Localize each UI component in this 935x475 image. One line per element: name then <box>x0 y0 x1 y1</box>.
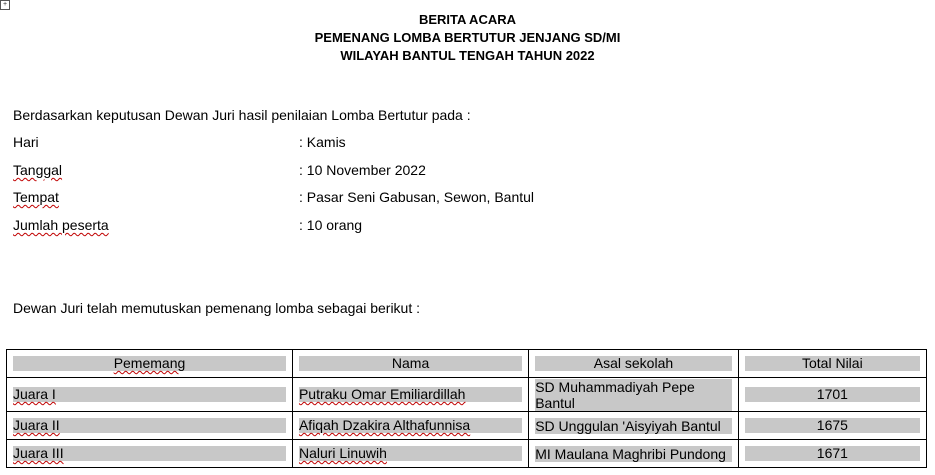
decision-paragraph: Dewan Juri telah memutuskan pemenang lomba sebagai berikut : <box>13 300 421 316</box>
cell-name[interactable]: Naluri Linuwih <box>292 440 528 468</box>
header-school[interactable]: Asal sekolah <box>529 350 739 378</box>
detail-value-date: : 10 November 2022 <box>299 162 426 178</box>
cell-score[interactable]: 1675 <box>738 412 926 440</box>
detail-label-day: Hari <box>13 134 39 150</box>
cell-rank[interactable]: Juara I <box>7 378 293 412</box>
cell-rank[interactable]: Juara II <box>7 412 293 440</box>
header-rank[interactable]: Pememang <box>7 350 293 378</box>
cell-name[interactable]: Putraku Omar Emiliardillah <box>292 378 528 412</box>
detail-label-place: Tempat <box>13 189 59 205</box>
winners-table <box>6 349 927 468</box>
table-move-handle-icon[interactable]: + <box>0 0 10 10</box>
title-line-1: BERITA ACARA <box>418 12 516 27</box>
title-line-2: PEMENANG LOMBA BERTUTUR JENJANG SD/MI <box>314 30 621 45</box>
cell-score[interactable]: 1701 <box>738 378 926 412</box>
header-score[interactable]: Total Nilai <box>738 350 926 378</box>
title-line-3: WILAYAH BANTUL TENGAH TAHUN 2022 <box>340 48 595 63</box>
intro-paragraph: Berdasarkan keputusan Dewan Juri hasil penilaian Lomba Bertutur pada : <box>13 107 471 123</box>
cell-school[interactable]: SD Unggulan 'Aisyiyah Bantul <box>529 412 739 440</box>
cell-rank[interactable]: Juara III <box>7 440 293 468</box>
detail-label-date: Tanggal <box>13 162 63 178</box>
detail-label-participants: Jumlah peserta <box>13 217 109 233</box>
detail-value-place: : Pasar Seni Gabusan, Sewon, Bantul <box>299 189 535 205</box>
table-header-row <box>7 350 927 378</box>
cell-school[interactable]: MI Maulana Maghribi Pundong <box>529 440 739 468</box>
cell-school[interactable]: SD Muhammadiyah Pepe Bantul <box>529 378 739 412</box>
table-row <box>7 412 927 440</box>
detail-value-day: : Kamis <box>299 134 346 150</box>
cell-score[interactable]: 1671 <box>738 440 926 468</box>
cell-name[interactable]: Afiqah Dzakira Althafunnisa <box>292 412 528 440</box>
header-name[interactable]: Nama <box>292 350 528 378</box>
detail-value-participants: : 10 orang <box>299 217 363 233</box>
table-row <box>7 440 927 468</box>
table-row <box>7 378 927 412</box>
